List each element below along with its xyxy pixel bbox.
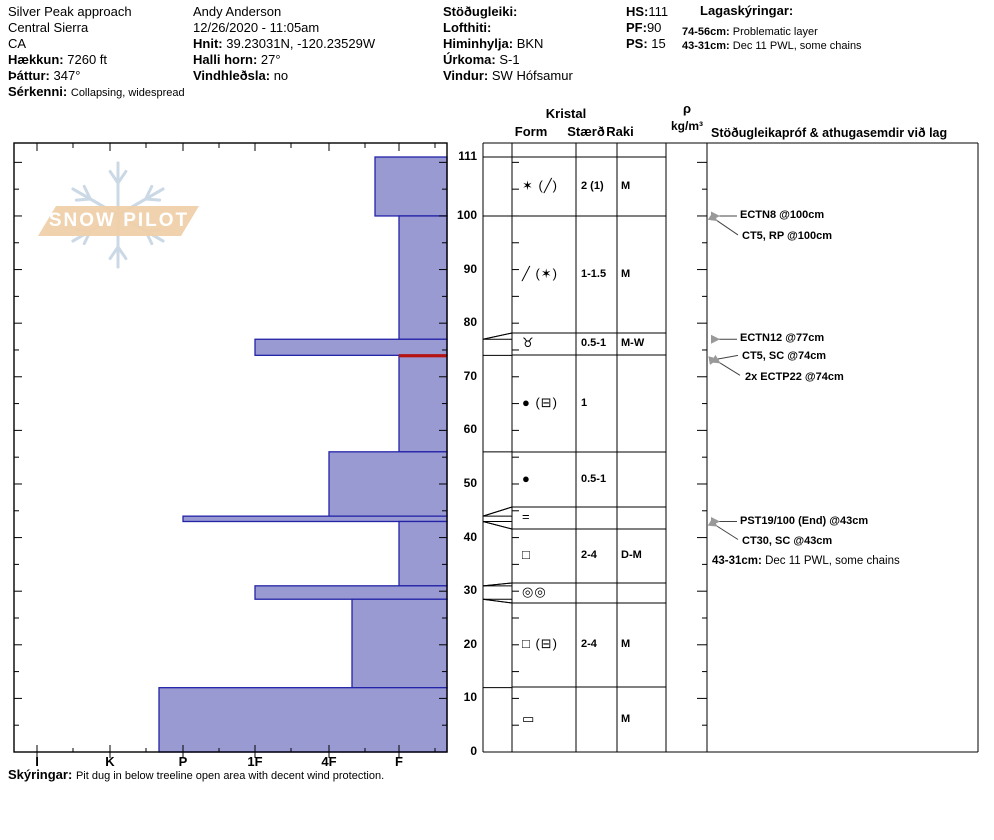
snow-layer-bar — [159, 688, 447, 752]
slope-value: 27° — [260, 52, 281, 67]
layer-note-row — [682, 40, 862, 52]
elevation-value: 7260 ft — [67, 52, 108, 67]
layer-note-range: 43-31cm: — [712, 554, 762, 567]
form-cell: ♉ — [522, 335, 535, 350]
depth-tick-label: 100 — [456, 207, 477, 222]
elevation-row — [8, 52, 185, 68]
stability-annotation: ECTN8 @100cm — [740, 208, 825, 221]
depth-tick-label: 40 — [463, 529, 477, 544]
form-cell: □ — [522, 547, 531, 562]
form-cell: □ (⊟) — [522, 636, 559, 651]
coords-value: 39.23031N, -120.23529W — [226, 36, 376, 51]
snow-layer-bar — [399, 522, 447, 586]
snow-layer-bar — [255, 586, 447, 599]
snow-layer-bar — [399, 355, 447, 451]
moisture-cell: M — [621, 179, 631, 192]
precip-value: S-1 — [499, 52, 520, 67]
stability-annotation: 2x ECTP22 @74cm — [745, 371, 844, 384]
layer-note-annotation — [712, 555, 900, 567]
airtemp-label: Lofthiti: — [443, 20, 492, 35]
ps-row — [626, 36, 668, 52]
form-cell: ● — [522, 470, 531, 486]
flagged-layer-line — [399, 354, 447, 357]
stability-annotation: CT5, RP @100cm — [742, 229, 833, 242]
moisture-cell: D-M — [621, 549, 642, 561]
form-cell: = — [522, 509, 531, 524]
header-location-block — [8, 4, 185, 101]
coords-row — [193, 36, 375, 52]
windload-label: Vindhleðsla: — [193, 68, 271, 83]
windload-row — [193, 68, 375, 84]
depth-tick-label: 70 — [463, 368, 477, 383]
stability-annotation: ECTN12 @77cm — [740, 332, 825, 345]
kristal-header: Kristal — [545, 106, 587, 121]
notes-row — [8, 84, 185, 101]
hardness-axis-label: P — [178, 754, 188, 769]
annotation-leader-line — [716, 355, 738, 359]
moisture-header: Raki — [606, 124, 634, 139]
row-leader-diagonal — [483, 333, 512, 339]
snow-layer-bar — [255, 339, 447, 355]
hardness-axis-label: I — [35, 754, 39, 769]
sky-value: BKN — [516, 36, 544, 51]
pf-value: 90 — [646, 20, 662, 35]
footer-text: Pit dug in below treeline open area with decent wind protection. — [75, 770, 385, 782]
size-cell: 1-1.5 — [581, 267, 607, 280]
notes-value: Collapsing, widespread — [70, 87, 185, 99]
precip-row — [443, 52, 573, 68]
pit-datetime: 12/26/2020 - 11:05am — [193, 20, 320, 35]
wind-label: Vindur: — [443, 68, 489, 83]
row-leader-diagonal — [483, 507, 512, 516]
depth-tick-label: 30 — [463, 583, 477, 598]
moisture-cell: M — [621, 267, 631, 280]
wind-value: SW Hófsamur — [491, 68, 573, 83]
location-state: CA — [8, 36, 27, 51]
aspect-value: 347° — [53, 68, 81, 83]
layer-note-range: 43-31cm: — [682, 40, 730, 52]
stability-annotation: CT30, SC @43cm — [742, 534, 833, 547]
hardness-axis-label: 1F — [247, 754, 263, 769]
annotation-leader-line — [719, 362, 740, 375]
notes-label: Sérkenni: — [8, 84, 68, 99]
moisture-cell: M-W — [621, 337, 645, 349]
annotation-leader-line — [716, 526, 738, 540]
hardness-axis-label: F — [395, 754, 403, 769]
ps-value: 15 — [651, 36, 666, 51]
size-cell: 2-4 — [581, 549, 597, 561]
windload-value: no — [273, 68, 289, 83]
hs-row — [626, 4, 668, 20]
header-observer-block — [193, 4, 375, 84]
size-cell: 2-4 — [581, 638, 597, 650]
layer-note-range: 74-56cm: — [682, 26, 730, 38]
stability-annotation: CT5, SC @74cm — [742, 350, 827, 363]
size-cell: 0.5-1 — [581, 472, 607, 485]
location-name: Silver Peak approach — [8, 4, 132, 19]
stability-column-header: Stöðugleikapróf & athugasemdir við lag — [711, 126, 948, 140]
depth-tick-label: 90 — [463, 261, 477, 276]
size-header: Stærð — [567, 124, 605, 139]
footer-label: Skýringar: — [8, 767, 73, 782]
sky-row — [443, 36, 573, 52]
hardness-axis-label: K — [105, 754, 115, 769]
snow-layer-bar — [183, 516, 447, 521]
form-cell: ● (⊟) — [522, 394, 559, 410]
row-leader-diagonal — [483, 522, 512, 529]
stability-annotation: PST19/100 (End) @43cm — [740, 514, 869, 527]
footer-comments — [8, 767, 384, 784]
aspect-row — [8, 68, 185, 84]
snow-layer-bar — [375, 157, 447, 216]
header-weather-block — [443, 4, 573, 84]
pf-row — [626, 20, 668, 36]
snow-layer-bar — [352, 599, 447, 687]
row-leader-diagonal — [483, 599, 512, 603]
size-cell: 1 — [581, 396, 588, 409]
hs-label: HS: — [626, 4, 649, 19]
form-cell: ◎◎ — [522, 584, 547, 599]
density-unit-header: kg/m³ — [670, 119, 703, 133]
layer-note-row — [682, 26, 818, 38]
depth-tick-label: 111 — [458, 149, 477, 163]
header-depths-block — [626, 4, 668, 52]
coords-label: Hnit: — [193, 36, 223, 51]
moisture-cell: M — [621, 712, 631, 725]
logo-wordmark: SNOW PILOT — [48, 210, 190, 231]
depth-tick-label: 0 — [470, 744, 477, 758]
wind-row — [443, 68, 573, 84]
depth-tick-label: 80 — [463, 315, 477, 330]
form-cell: ✶ (╱) — [522, 177, 558, 193]
density-symbol-header: ρ — [682, 101, 692, 116]
depth-tick-label: 60 — [463, 422, 477, 437]
airtemp-row — [443, 20, 573, 36]
annotation-leader-line — [716, 220, 738, 235]
layer-note-text: Problematic layer — [732, 26, 818, 38]
stability-label: Stöðugleiki: — [443, 4, 518, 19]
stability-row — [443, 4, 573, 20]
snow-layer-bar — [329, 452, 447, 516]
form-header: Form — [514, 124, 548, 139]
aspect-label: Þáttur: — [8, 68, 50, 83]
layer-note-text: Dec 11 PWL, some chains — [761, 554, 900, 567]
moisture-cell: M — [621, 638, 631, 650]
hs-value: 111 — [648, 4, 669, 19]
pf-label: PF: — [626, 20, 647, 35]
depth-tick-label: 50 — [463, 475, 477, 490]
slope-row — [193, 52, 375, 68]
slope-label: Halli horn: — [193, 52, 258, 67]
snow-layer-bar — [399, 216, 447, 339]
depth-tick-label: 20 — [463, 636, 477, 651]
size-cell: 2 (1) — [581, 179, 604, 192]
size-cell: 0.5-1 — [581, 337, 607, 349]
layer-note-text: Dec 11 PWL, some chains — [732, 40, 862, 52]
layer-notes-title: Lagaskýringar: — [700, 3, 794, 18]
sky-label: Himinhylja: — [443, 36, 514, 51]
precip-label: Úrkoma: — [443, 52, 496, 67]
ps-label: PS: — [626, 36, 648, 51]
hardness-axis-label: 4F — [321, 754, 337, 769]
elevation-label: Hækkun: — [8, 52, 64, 67]
form-cell: ▭ — [522, 710, 536, 726]
form-cell: ╱ (✶) — [522, 265, 558, 281]
location-region: Central Sierra — [8, 20, 89, 35]
depth-tick-label: 10 — [463, 690, 477, 705]
observer-name: Andy Anderson — [193, 4, 282, 19]
